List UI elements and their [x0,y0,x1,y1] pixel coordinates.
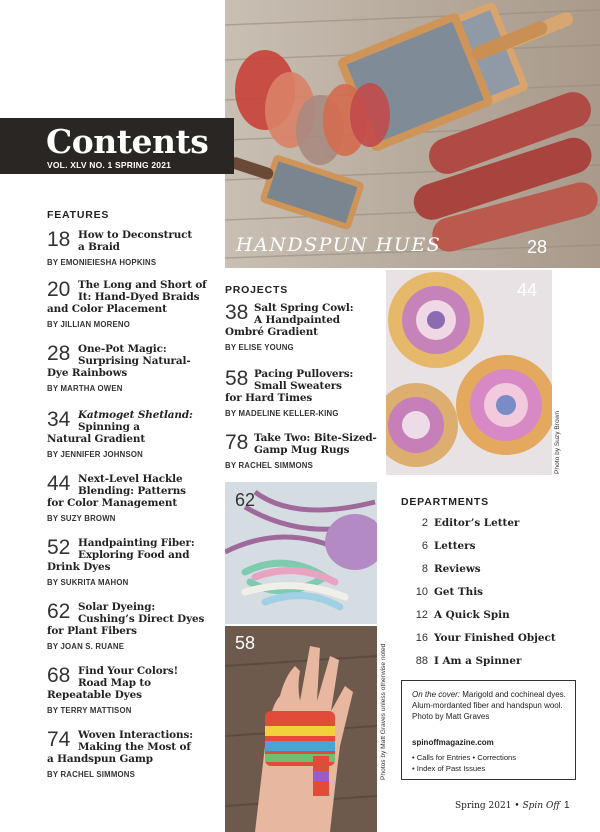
article-page-number: 44 [47,472,71,495]
department-label: Your Finished Object [434,632,556,644]
article-title-line: Take Two: Bite-Sized- [254,432,377,444]
article-title-line: Pacing Pullovers: [254,368,354,380]
department-label: Editor’s Letter [434,517,520,529]
department-page-number: 10 [415,586,428,598]
article-title-line: Making the Most of [78,741,191,753]
article-title-line: Road Map to [78,677,151,689]
article-title-line: How to Deconstruct [78,229,193,241]
article-title-line: Gamp Mug Rugs [254,444,350,456]
web-links [412,752,516,774]
department-page-number: 12 [415,609,428,621]
department-label: Get This [434,586,483,598]
article-byline: BY ELISE YOUNG [225,343,294,352]
rolags-page-number[interactable]: 44 [517,280,538,300]
article-title-line: Spinning a [78,421,140,433]
cover-description [412,689,572,722]
article-page-number: 28 [47,342,71,365]
cover-lead: On the cover: [412,690,461,699]
article-title-line: Solar Dyeing: [78,601,156,613]
sweater-page-number[interactable]: 58 [235,633,256,653]
article-page-number: 34 [47,408,71,431]
article-title-line: Woven Interactions: [78,729,193,741]
department-label: A Quick Spin [434,609,510,621]
article-byline: BY TERRY MATTISON [47,706,132,715]
article-page-number: 74 [47,728,71,751]
contents-banner [0,118,234,174]
article-title-line: Small Sweaters [254,380,342,392]
article-page-number: 62 [47,600,71,623]
website-link[interactable]: spinoffmagazine.com [412,738,494,747]
article-title-line: for Color Management [47,497,178,509]
article-title-line: Cushing’s Direct Dyes [78,613,205,625]
article-byline: BY EMONIEIESHA HOPKINS [47,258,157,267]
solar-page-number[interactable]: 62 [235,490,256,510]
department-label: Reviews [434,563,481,575]
article-title-line: Salt Spring Cowl: [254,302,354,314]
article-page-number: 20 [47,278,71,301]
cover-text: Marigold and cochineal dyes. Alum-mordanted fiber and handspun wool. Photo by Matt Graves [412,690,566,721]
article-byline: BY JENNIFER JOHNSON [47,450,143,459]
article-byline: BY SUKRITA MAHON [47,578,129,587]
web-link-index[interactable]: • Index of Past Issues [412,764,486,773]
article-byline: BY JOAN S. RUANE [47,642,125,651]
volume-line: VOL. XLV NO. 1 SPRING 2021 [47,160,172,170]
article-byline: BY SUZY BROWN [47,514,116,523]
article-title-line: A Handpainted [254,314,340,326]
page-title: Contents [46,122,209,161]
department-label: Letters [434,540,476,552]
article-page-number: 78 [225,431,249,454]
department-page-number: 2 [421,517,428,529]
department-item[interactable] [400,540,580,554]
departments-heading: DEPARTMENTS [401,496,489,508]
article-title-line: One-Pot Magic: [78,343,167,355]
department-item[interactable] [400,517,580,531]
rolags-photo-credit: Photo by Suzy Brown [554,410,561,474]
article-byline: BY MADELINE KELLER-KING [225,409,339,418]
small-sweater-photo [225,626,377,832]
department-item[interactable] [400,632,580,646]
article-title-line: Katmoget Shetland: [78,409,193,421]
article-byline: BY JILLIAN MORENO [47,320,130,329]
projects-heading: PROJECTS [225,284,288,296]
article-title-line: Natural Gradient [47,433,146,445]
article-byline: BY RACHEL SIMMONS [225,461,314,470]
hero-photo-carders [225,0,600,268]
article-title-line: The Long and Short of [78,279,207,291]
article-title-line: a Handspun Gamp [47,753,153,765]
article-page-number: 52 [47,536,71,559]
article-title-line: for Plant Fibers [47,625,137,637]
footer-season: Spring 2021 [455,801,512,811]
article-title-line: Repeatable Dyes [47,689,142,701]
article-title-line: Drink Dyes [47,561,111,573]
department-page-number: 8 [421,563,428,575]
article-title-line: Handpainting Fiber: [78,537,195,549]
article-title-line: Blending: Patterns [78,485,186,497]
cover-info-box [401,680,576,780]
department-item[interactable] [400,563,580,577]
department-item[interactable] [400,586,580,600]
article-page-number: 38 [225,301,249,324]
department-page-number: 6 [421,540,428,552]
web-link-entries-corrections[interactable]: • Calls for Entries • Corrections [412,753,517,762]
article-byline: BY RACHEL SIMMONS [47,770,136,779]
article-page-number: 18 [47,228,71,251]
page-footer [455,801,560,811]
article-page-number: 58 [225,367,249,390]
article-title-line: for Hard Times [225,392,313,404]
hero-page-number[interactable]: 28 [527,237,548,257]
article-title-line: and Color Placement [47,303,167,315]
hero-caption: HANDSPUN HUES [236,234,442,256]
department-page-number: 16 [415,632,428,644]
article-title-line: It: Hand-Dyed Braids [78,291,200,303]
article-byline: BY MARTHA OWEN [47,384,123,393]
footer-magazine: Spin Off [522,801,560,811]
article-title-line: Exploring Food and [78,549,190,561]
general-photo-credit: Photos by Matt Graves unless otherwise noted [380,643,387,780]
article-title-line: Find Your Colors! [78,665,179,677]
article-title-line: Surprising Natural- [78,355,191,367]
article-title-line: a Braid [78,241,120,253]
department-label: I Am a Spinner [434,655,522,667]
article-title-line: Next-Level Hackle [78,473,183,485]
article-title-line: Ombré Gradient [225,326,318,338]
footer-separator: • [514,801,520,811]
department-page-number: 88 [415,655,428,667]
page-number: 1 [564,800,570,811]
features-heading: FEATURES [47,209,110,221]
department-item[interactable] [400,655,580,669]
article-page-number: 68 [47,664,71,687]
article-title-line: Dye Rainbows [47,367,128,379]
department-item[interactable] [400,609,580,623]
